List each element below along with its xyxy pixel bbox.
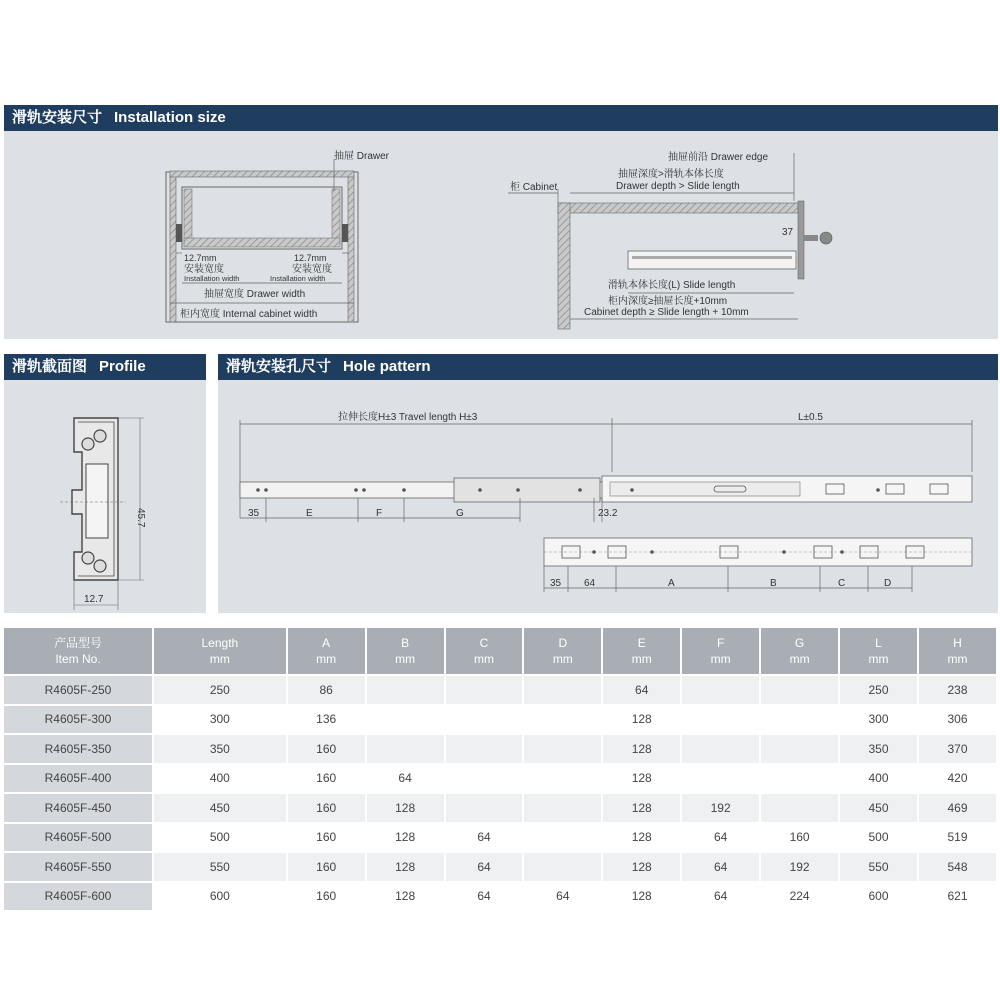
table-cell: 350 <box>153 734 287 764</box>
dim-23-2: 23.2 <box>598 508 618 519</box>
table-cell: 128 <box>602 882 681 912</box>
profile-panel <box>4 354 206 613</box>
table-cell: 64 <box>681 823 760 853</box>
header-a: A mm <box>287 628 366 675</box>
table-cell: 128 <box>366 823 445 853</box>
travel-label: 拉伸长度H±3 Travel length H±3 <box>338 412 478 423</box>
table-cell: 192 <box>681 793 760 823</box>
profile-title-bar <box>4 354 206 380</box>
profile-drawing <box>4 380 206 613</box>
table-cell <box>681 764 760 794</box>
table-cell: 64 <box>445 852 524 882</box>
table-cell <box>523 705 602 735</box>
table-cell: 128 <box>366 793 445 823</box>
item-number-cell: R4605F-400 <box>4 764 153 794</box>
header-length: Length mm <box>153 628 287 675</box>
cab-depth-cn: 柜内深度≥抽屉长度+10mm <box>608 296 728 307</box>
table-cell: 550 <box>153 852 287 882</box>
table-cell: 370 <box>918 734 997 764</box>
header-h: H mm <box>918 628 997 675</box>
profile-title-cn: 滑轨截面图 <box>12 358 88 375</box>
table-cell: 128 <box>602 823 681 853</box>
table-cell <box>760 793 839 823</box>
installation-title-cn: 滑轨安装尺寸 <box>12 109 103 126</box>
inst-en-right: Installation width <box>270 274 326 283</box>
table-cell: 128 <box>602 705 681 735</box>
table-row <box>4 793 997 823</box>
table-cell: 64 <box>366 764 445 794</box>
hole-title-en: Hole pattern <box>343 358 431 375</box>
installation-title-bar <box>4 105 998 131</box>
drawer-label: 抽屉 Drawer <box>334 151 390 162</box>
table-cell <box>523 734 602 764</box>
table-cell: 600 <box>153 882 287 912</box>
hole-title-cn: 滑轨安装孔尺寸 <box>226 358 332 375</box>
depth-en: Drawer depth > Slide length <box>616 181 740 192</box>
inst-en-left: Installation width <box>184 274 240 283</box>
dim-64: 64 <box>584 578 596 589</box>
header-f: F mm <box>681 628 760 675</box>
table-row <box>4 852 997 882</box>
table-cell: 128 <box>366 882 445 912</box>
table-cell: 450 <box>839 793 918 823</box>
profile-width: 12.7 <box>84 594 104 605</box>
table-cell <box>523 764 602 794</box>
drawer-edge-label: 抽屉前沿 Drawer edge <box>668 152 769 163</box>
table-cell: 64 <box>523 882 602 912</box>
table-cell: 400 <box>153 764 287 794</box>
slide-length-label: 滑轨本体长度(L) Slide length <box>608 280 736 291</box>
table-row <box>4 823 997 853</box>
profile-height: 45.7 <box>135 508 146 528</box>
table-cell: 128 <box>602 852 681 882</box>
table-cell <box>681 734 760 764</box>
dim-f: F <box>376 508 383 519</box>
item-number-cell: R4605F-600 <box>4 882 153 912</box>
installation-diagram <box>4 131 998 339</box>
table-cell <box>760 705 839 735</box>
table-cell <box>445 705 524 735</box>
profile-title-en: Profile <box>99 358 146 375</box>
spec-table <box>4 628 998 912</box>
dim-b: B <box>770 578 777 589</box>
table-cell: 450 <box>153 793 287 823</box>
internal-width-label: 柜内宽度 Internal cabinet width <box>180 309 318 320</box>
dim-35-bottom: 35 <box>550 578 562 589</box>
cab-depth-en: Cabinet depth ≥ Slide length + 10mm <box>584 307 749 318</box>
table-cell: 306 <box>918 705 997 735</box>
table-cell <box>681 705 760 735</box>
table-cell <box>523 823 602 853</box>
table-cell: 621 <box>918 882 997 912</box>
inst-cn-right: 安装宽度 <box>292 264 332 275</box>
table-cell: 160 <box>287 793 366 823</box>
header-l: L mm <box>839 628 918 675</box>
front-view-drawing <box>166 149 390 322</box>
table-cell <box>366 734 445 764</box>
table-row <box>4 764 997 794</box>
header-d: D mm <box>523 628 602 675</box>
table-row <box>4 882 997 912</box>
table-cell: 128 <box>602 793 681 823</box>
header-c: C mm <box>445 628 524 675</box>
table-cell <box>445 734 524 764</box>
table-cell: 86 <box>287 675 366 705</box>
hole-pattern-drawing <box>218 380 998 613</box>
table-cell: 300 <box>839 705 918 735</box>
hole-pattern-title-bar <box>218 354 998 380</box>
table-cell: 160 <box>287 852 366 882</box>
table-cell: 160 <box>287 764 366 794</box>
table-cell <box>760 675 839 705</box>
table-cell: 128 <box>602 764 681 794</box>
dim-e: E <box>306 508 313 519</box>
header-item-no: 产品型号 Item No. <box>4 628 153 675</box>
table-row <box>4 705 997 735</box>
table-cell <box>366 675 445 705</box>
table-cell: 400 <box>839 764 918 794</box>
table-cell: 160 <box>287 734 366 764</box>
table-cell: 128 <box>366 852 445 882</box>
hole-pattern-panel <box>218 354 998 613</box>
item-number-cell: R4605F-350 <box>4 734 153 764</box>
dim-c: C <box>838 578 846 589</box>
item-number-cell: R4605F-300 <box>4 705 153 735</box>
table-cell <box>523 852 602 882</box>
table-cell: 128 <box>602 734 681 764</box>
dim-d: D <box>884 578 892 589</box>
table-cell: 300 <box>153 705 287 735</box>
table-cell: 500 <box>153 823 287 853</box>
installation-panel <box>4 105 998 339</box>
spec-header-row <box>4 628 997 675</box>
table-cell: 136 <box>287 705 366 735</box>
table-cell <box>445 675 524 705</box>
header-g: G mm <box>760 628 839 675</box>
mm-left: 12.7mm <box>184 253 217 263</box>
table-cell: 64 <box>681 852 760 882</box>
table-cell: 250 <box>153 675 287 705</box>
table-cell: 160 <box>287 882 366 912</box>
item-number-cell: R4605F-250 <box>4 675 153 705</box>
table-cell: 64 <box>445 823 524 853</box>
table-cell: 192 <box>760 852 839 882</box>
table-cell <box>366 705 445 735</box>
table-cell: 160 <box>760 823 839 853</box>
dim-35-top: 35 <box>248 508 260 519</box>
table-cell: 160 <box>287 823 366 853</box>
table-row <box>4 675 997 705</box>
inst-cn-left: 安装宽度 <box>184 264 224 275</box>
depth-cn: 抽屉深度>滑轨本体长度 <box>618 169 724 180</box>
table-cell: 64 <box>602 675 681 705</box>
header-e: E mm <box>602 628 681 675</box>
table-row <box>4 734 997 764</box>
item-number-cell: R4605F-450 <box>4 793 153 823</box>
table-cell: 469 <box>918 793 997 823</box>
dim-37: 37 <box>782 227 794 238</box>
table-cell <box>523 793 602 823</box>
table-cell: 548 <box>918 852 997 882</box>
table-cell: 550 <box>839 852 918 882</box>
dim-a: A <box>668 578 675 589</box>
table-cell: 519 <box>918 823 997 853</box>
table-cell: 238 <box>918 675 997 705</box>
table-cell <box>445 793 524 823</box>
installation-title-en: Installation size <box>114 109 226 126</box>
table-cell: 420 <box>918 764 997 794</box>
drawer-width-label: 抽屉宽度 Drawer width <box>204 289 306 300</box>
table-cell: 250 <box>839 675 918 705</box>
header-b: B mm <box>366 628 445 675</box>
table-cell: 350 <box>839 734 918 764</box>
table-cell <box>681 675 760 705</box>
table-cell <box>760 764 839 794</box>
table-cell <box>760 734 839 764</box>
table-cell: 600 <box>839 882 918 912</box>
mm-right: 12.7mm <box>294 253 327 263</box>
side-view-drawing <box>508 150 832 329</box>
item-number-cell: R4605F-500 <box>4 823 153 853</box>
table-cell: 64 <box>681 882 760 912</box>
l-tolerance: L±0.5 <box>798 412 823 423</box>
dim-g: G <box>456 508 464 519</box>
spec-table-body <box>4 675 997 911</box>
table-cell <box>523 675 602 705</box>
table-cell <box>445 764 524 794</box>
item-number-cell: R4605F-550 <box>4 852 153 882</box>
table-cell: 500 <box>839 823 918 853</box>
table-cell: 224 <box>760 882 839 912</box>
cabinet-label: 柜 Cabinet <box>510 182 558 193</box>
table-cell: 64 <box>445 882 524 912</box>
